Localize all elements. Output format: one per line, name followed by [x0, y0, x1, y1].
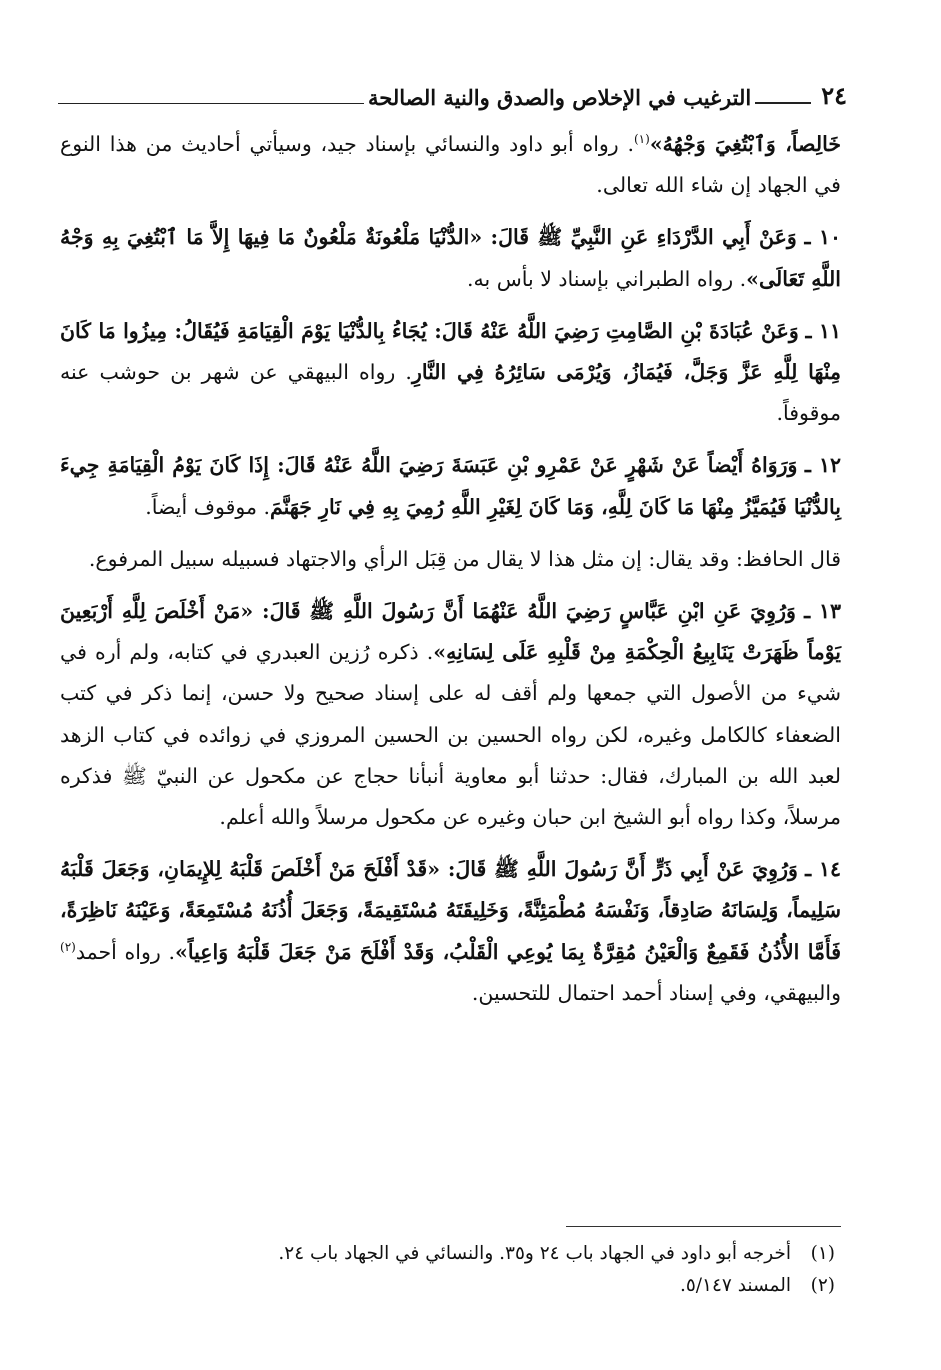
footnote-1 [60, 1238, 835, 1270]
footnote-separator [566, 1226, 841, 1227]
hadith-14 [60, 849, 841, 1014]
hadith-text: وَعَنْ أَبِي الدَّرْدَاءِ عَنِ النَّبِيِّ ﷺ قَالَ: «الدُّنْيَا مَلْعُونَةٌ مَلْعُونٌ مَا فِيهَا إِلاَّ مَا ٱبْتُغِيَ بِهِ وَجْهُ اللَّهِ تَعَالَى» [60, 225, 841, 291]
running-title: الترغيب في الإخلاص والصدق والنية الصالحة [368, 85, 752, 110]
hadith-text: وَرُوِيَ عَنِ ابْنِ عَبَّاسٍ رَضِيَ اللَّهُ عَنْهُمَا أَنَّ رَسُولَ اللَّهِ ﷺ قَالَ: «مَنْ أَخْلَصَ لِلَّهِ أَرْبَعِينَ يَوْماً ظَهَرَتْ يَنَابِيعُ الْحِكْمَةِ مِنْ قَلْبِهِ عَلَى لِسَانِهِ» [60, 599, 841, 665]
hadith-11 [60, 311, 841, 435]
footnote-number: (٢) [810, 1275, 835, 1296]
hadith-text: وَرُوِيَ عَنْ أَبِي ذَرٍّ أَنَّ رَسُولَ اللَّهِ ﷺ قَالَ: «قَدْ أَفْلَحَ مَنْ أَخْلَصَ قَلْبَهُ لِلإِيمَانِ، وَجَعَلَ قَلْبَهُ سَلِيماً، وَلِسَانَهُ صَادِقاً، وَنَفْسَهُ مُطْمَئِنَّةً، وَخَلِيقَتَهُ مُسْتَقِيمَةً، وَجَعَلَ أُذُنَهُ مُسْتَمِعَةً، وَعَيْنَهُ نَاظِرَةً، فَأَمَّا الأُذُنُ فَقَمِعٌ وَالْعَيْنُ مُقِرَّةٌ بِمَا يُوعِي الْقَلْبُ، وَقَدْ أَفْلَحَ مَنْ جَعَلَ قَلْبَهُ وَاعِياً» [60, 857, 841, 964]
footnote-ref: (١) [633, 132, 650, 147]
header-long-rule [58, 103, 364, 104]
page-number: ٢٤ [821, 81, 847, 110]
footnote-ref: (٢) [60, 939, 76, 954]
footnote-text: المسند ٥/١٤٧. [679, 1275, 791, 1296]
hadith-number: ١٠ ـ [804, 225, 841, 250]
hadith-commentary: . رواه البيهقي عن شهر بن حوشب عنه موقوفاً. [60, 360, 841, 426]
hadith-text: خَالِصاً، وَٱبْتُغِيَ وَجْهُهُ» [649, 132, 841, 156]
header-short-rule [755, 102, 811, 104]
footnotes [60, 1238, 835, 1302]
hadith-commentary: . رواه أحمد [75, 939, 176, 964]
paragraph-text: . رواه أبو داود والنسائي بإسناد جيد، وسيأتي أحاديث من هذا النوع في الجهاد إن شاء الله تعالى. [60, 132, 841, 198]
page-body [60, 124, 841, 1025]
paragraph-continuation [60, 124, 841, 206]
hadith-13 [60, 591, 841, 838]
hadith-commentary: . موقوف أيضاً. [145, 494, 270, 519]
hafiz-note: قال الحافظ: وقد يقال: إن مثل هذا لا يقال من قِبَل الرأي والاجتهاد فسبيله سبيل المرفوع. [88, 546, 841, 571]
footnote-number: (١) [810, 1243, 835, 1264]
footnote-text: أخرجه أبو داود في الجهاد باب ٢٤ و٣٥. والنسائي في الجهاد باب ٢٤. [278, 1243, 791, 1264]
hadith-commentary: . رواه الطبراني بإسناد لا بأس به. [466, 266, 747, 291]
hadith-text: وَرَوَاهُ أَيْضاً عَنْ شَهْرٍ عَنْ عَمْرِو بْنِ عَبَسَةَ رَضِيَ اللَّهُ عَنْهُ قَالَ: إِذَا كَانَ يَوْمُ الْقِيَامَةِ جِيءَ بِالدُّنْيَا فَيُمَيَّزُ مِنْهَا مَا كَانَ لِلَّهِ، وَمَا كَانَ لِغَيْرِ اللَّهِ رُمِيَ بِهِ فِي نَارِ جَهَنَّمَ [60, 453, 841, 519]
hadith-number: ١٤ ـ [805, 857, 841, 882]
hadith-commentary: . ذكره رُزين العبدري في كتابه، ولم أره في شيء من الأصول التي جمعها ولم أقف له على إسناد صحيح ولا حسن، إنما ذكر في كتب الضعفاء كالكامل وغيره، لكن رواه الحسين بن الحسين المروزي في زوائده في كتاب الزهد لعبد الله بن المبارك، فقال: حدثنا أبو معاوية أنبأنا حجاج عن مكحول عن النبيّ ﷺ فذكره مرسلاً، وكذا رواه أبو الشيخ ابن حبان وغيره عن مكحول مرسلاً والله أعلم. [60, 640, 841, 830]
hadith-number: ١٣ ـ [804, 599, 841, 624]
running-header [58, 76, 847, 110]
hadith-commentary: والبيهقي، وفي إسناد أحمد احتمال للتحسين. [471, 980, 841, 1005]
hadith-number: ١٢ ـ [804, 453, 841, 478]
hadith-12 [60, 445, 841, 527]
footnote-2 [60, 1270, 835, 1302]
hadith-number: ١١ ـ [805, 318, 841, 343]
hadith-text: وَعَنْ عُبَادَةَ بْنِ الصَّامِتِ رَضِيَ اللَّهُ عَنْهُ قَالَ: يُجَاءُ بِالدُّنْيَا يَوْمَ الْقِيَامَةِ فَيُقَالُ: مِيزُوا مَا كَانَ مِنْهَا لِلَّهِ عَزَّ وَجَلَّ، فَيُمَازُ، وَيُرْمَى سَائِرُهُ فِي النَّارِ [60, 318, 841, 385]
hadith-10 [60, 217, 841, 299]
